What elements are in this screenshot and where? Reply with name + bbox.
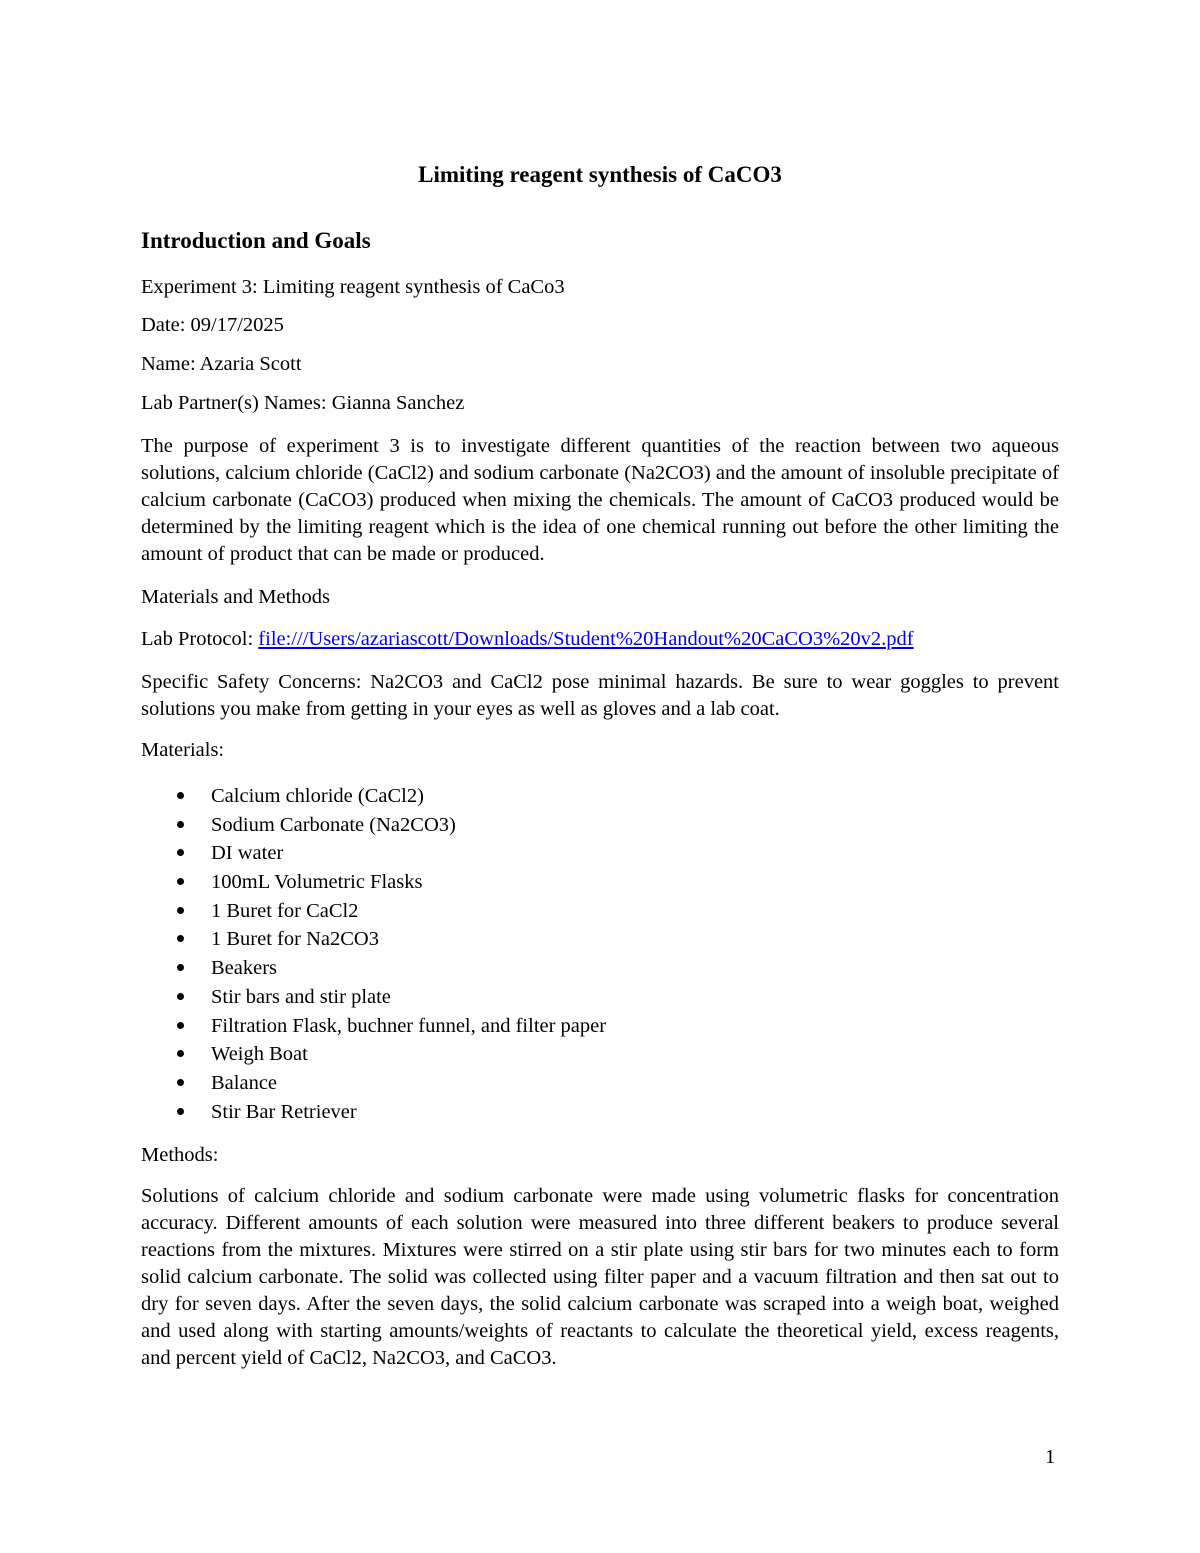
list-item [141, 1013, 606, 1042]
bullet-icon [177, 792, 184, 799]
material-label: Calcium chloride (CaCl2) [211, 785, 424, 807]
bullet-icon [177, 878, 184, 885]
material-label: 100mL Volumetric Flasks [211, 871, 423, 894]
methods-label: Methods: [141, 1144, 219, 1166]
list-item [141, 812, 606, 841]
bullet-icon [177, 964, 184, 971]
list-item [141, 869, 606, 898]
materials-methods-heading: Materials and Methods [141, 586, 331, 608]
bullet-icon [177, 1079, 184, 1086]
experiment-line: Experiment 3: Limiting reagent synthesis of CaCo3 [141, 276, 565, 298]
materials-list [141, 783, 606, 1127]
material-label: Beakers [211, 957, 278, 980]
date-line: Date: 09/17/2025 [141, 314, 284, 336]
list-item [141, 1070, 606, 1099]
material-label: 1 Buret for Na2CO3 [211, 928, 379, 951]
bullet-icon [177, 1108, 184, 1115]
purpose-paragraph: The purpose of experiment 3 is to investigate different quantities of the reaction between two aqueous solutions, calcium chloride (CaCl2) and sodium carbonate (Na2CO3) and the amount of insoluble precipitate of calcium carbonate (CaCO3) produced when mixing the chemicals. The amount of CaCO3 produced would be determined by the limiting reagent which is the idea of one chemical running out before the other limiting the amount of product that can be made or produced. [141, 435, 1059, 565]
list-item [141, 955, 606, 984]
material-label: Stir bars and stir plate [211, 985, 391, 1008]
list-item [141, 926, 606, 955]
list-item [141, 898, 606, 927]
document-title: Limiting reagent synthesis of CaCO3 [418, 162, 782, 187]
methods-paragraph: Solutions of calcium chloride and sodium carbonate were made using volumetric flasks for concentration accuracy. Different amounts of each solution were measured into three different beakers to produce several reactions from the mixtures. Mixtures were stirred on a stir plate using stir bars for two minutes each to form solid calcium carbonate. The solid was collected using filter paper and a vacuum filtration and then sat out to dry for seven days. After the seven days, the solid calcium carbonate was scraped into a weigh boat, weighed and used along with starting amounts/weights of reactants to calculate the theoretical yield, excess reagents, and percent yield of CaCl2, Na2CO3, and CaCO3. [141, 1185, 1059, 1369]
list-item [141, 984, 606, 1013]
partners-line: Lab Partner(s) Names: Gianna Sanchez [141, 392, 465, 414]
material-label: Balance [211, 1071, 278, 1094]
bullet-icon [177, 935, 184, 942]
materials-label: Materials: [141, 739, 225, 761]
lab-protocol-link[interactable]: file:///Users/azariascott/Downloads/Student%20Handout%20CaCO3%20v2.pdf [258, 628, 914, 650]
list-item [141, 1099, 606, 1128]
list-item [141, 840, 606, 869]
lab-protocol-line [141, 626, 914, 652]
safety-paragraph: Specific Safety Concerns: Na2CO3 and CaCl2 pose minimal hazards. Be sure to wear goggles to prevent solutions you make from getting in your eyes as well as gloves and a lab coat. [141, 671, 1059, 720]
lab-protocol-label: Lab Protocol: [141, 628, 254, 650]
material-label: Weigh Boat [211, 1043, 308, 1066]
bullet-icon [177, 1050, 184, 1057]
list-item [141, 1041, 606, 1070]
material-label: Sodium Carbonate (Na2CO3) [211, 813, 456, 836]
bullet-icon [177, 821, 184, 828]
bullet-icon [177, 1022, 184, 1029]
material-label: Filtration Flask, buchner funnel, and filter paper [211, 1014, 607, 1037]
intro-heading: Introduction and Goals [141, 228, 371, 253]
material-label: 1 Buret for CaCl2 [211, 899, 359, 922]
bullet-icon [177, 907, 184, 914]
material-label: DI water [211, 842, 284, 865]
bullet-icon [177, 993, 184, 1000]
material-label: Stir Bar Retriever [211, 1100, 357, 1123]
bullet-icon [177, 849, 184, 856]
page-number: 1 [1045, 1446, 1056, 1468]
list-item [141, 783, 606, 812]
name-line: Name: Azaria Scott [141, 353, 302, 375]
